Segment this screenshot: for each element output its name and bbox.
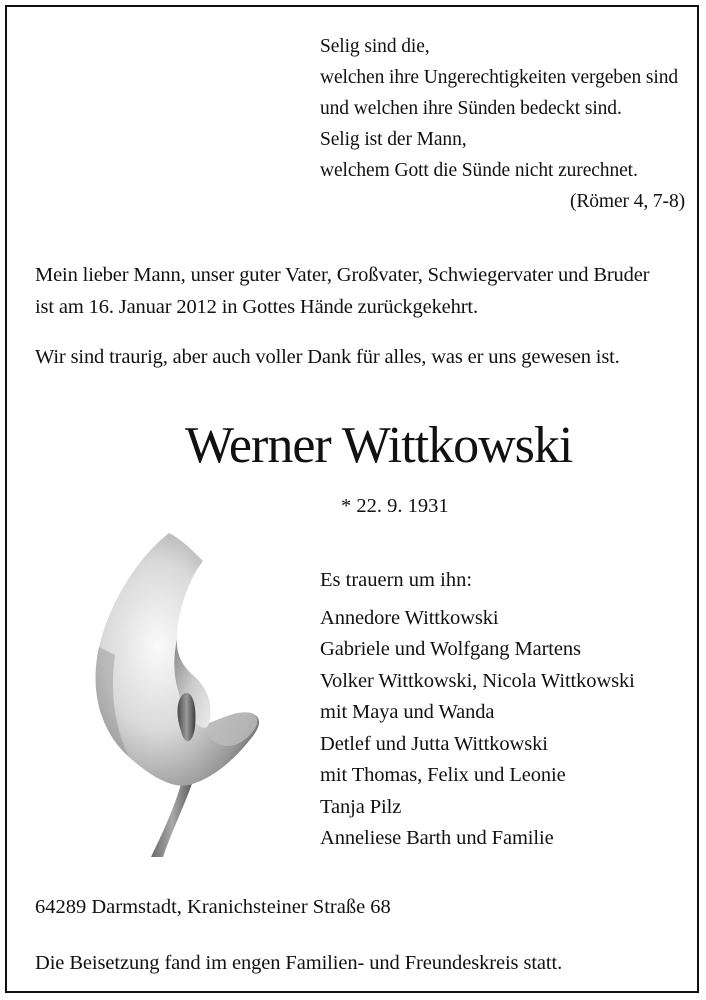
mourner-line: mit Thomas, Felix und Leonie (320, 764, 566, 786)
obituary-notice (5, 5, 699, 993)
verse-line: und welchen ihre Sünden bedeckt sind. (320, 98, 622, 119)
verse-line: Selig sind die, (320, 36, 430, 57)
burial-note: Die Beisetzung fand im engen Familien- und Freundeskreis statt. (35, 952, 563, 974)
verse-line: welchem Gott die Sünde nicht zurechnet. (320, 160, 638, 181)
calla-lily-icon (71, 527, 267, 859)
mourners-list (320, 565, 690, 855)
mourners-intro: Es trauern um ihn: (320, 569, 473, 591)
announcement-line: Mein lieber Mann, unser guter Vater, Großvater, Schwiegervater und Bruder (35, 264, 650, 286)
deceased-name: Werner Wittkowski (185, 417, 573, 474)
death-announcement (35, 259, 685, 323)
mourner-line: Annedore Wittkowski (320, 606, 499, 629)
mourner-line: Gabriele und Wolfgang Martens (320, 638, 581, 660)
verse-line: Selig ist der Mann, (320, 129, 467, 150)
verse-line: welchen ihre Ungerechtigkeiten vergeben sind (320, 67, 679, 88)
bible-verse (320, 31, 692, 217)
announcement-line: ist am 16. Januar 2012 in Gottes Hände zurückgekehrt. (35, 296, 478, 318)
mourner-line: Anneliese Barth und Familie (320, 827, 554, 849)
verse-reference: (Römer 4, 7-8) (569, 191, 685, 212)
mourner-line: Tanja Pilz (320, 795, 402, 818)
mourner-line: Volker Wittkowski, Nicola Wittkowski (320, 669, 635, 692)
family-address: 64289 Darmstadt, Kranichsteiner Straße 68 (35, 896, 391, 918)
birth-date: * 22. 9. 1931 (341, 495, 449, 517)
mourner-line: mit Maya und Wanda (320, 701, 495, 723)
mourner-line: Detlef und Jutta Wittkowski (320, 732, 548, 755)
thanks-line: Wir sind traurig, aber auch voller Dank für alles, was er uns gewesen ist. (35, 346, 620, 368)
